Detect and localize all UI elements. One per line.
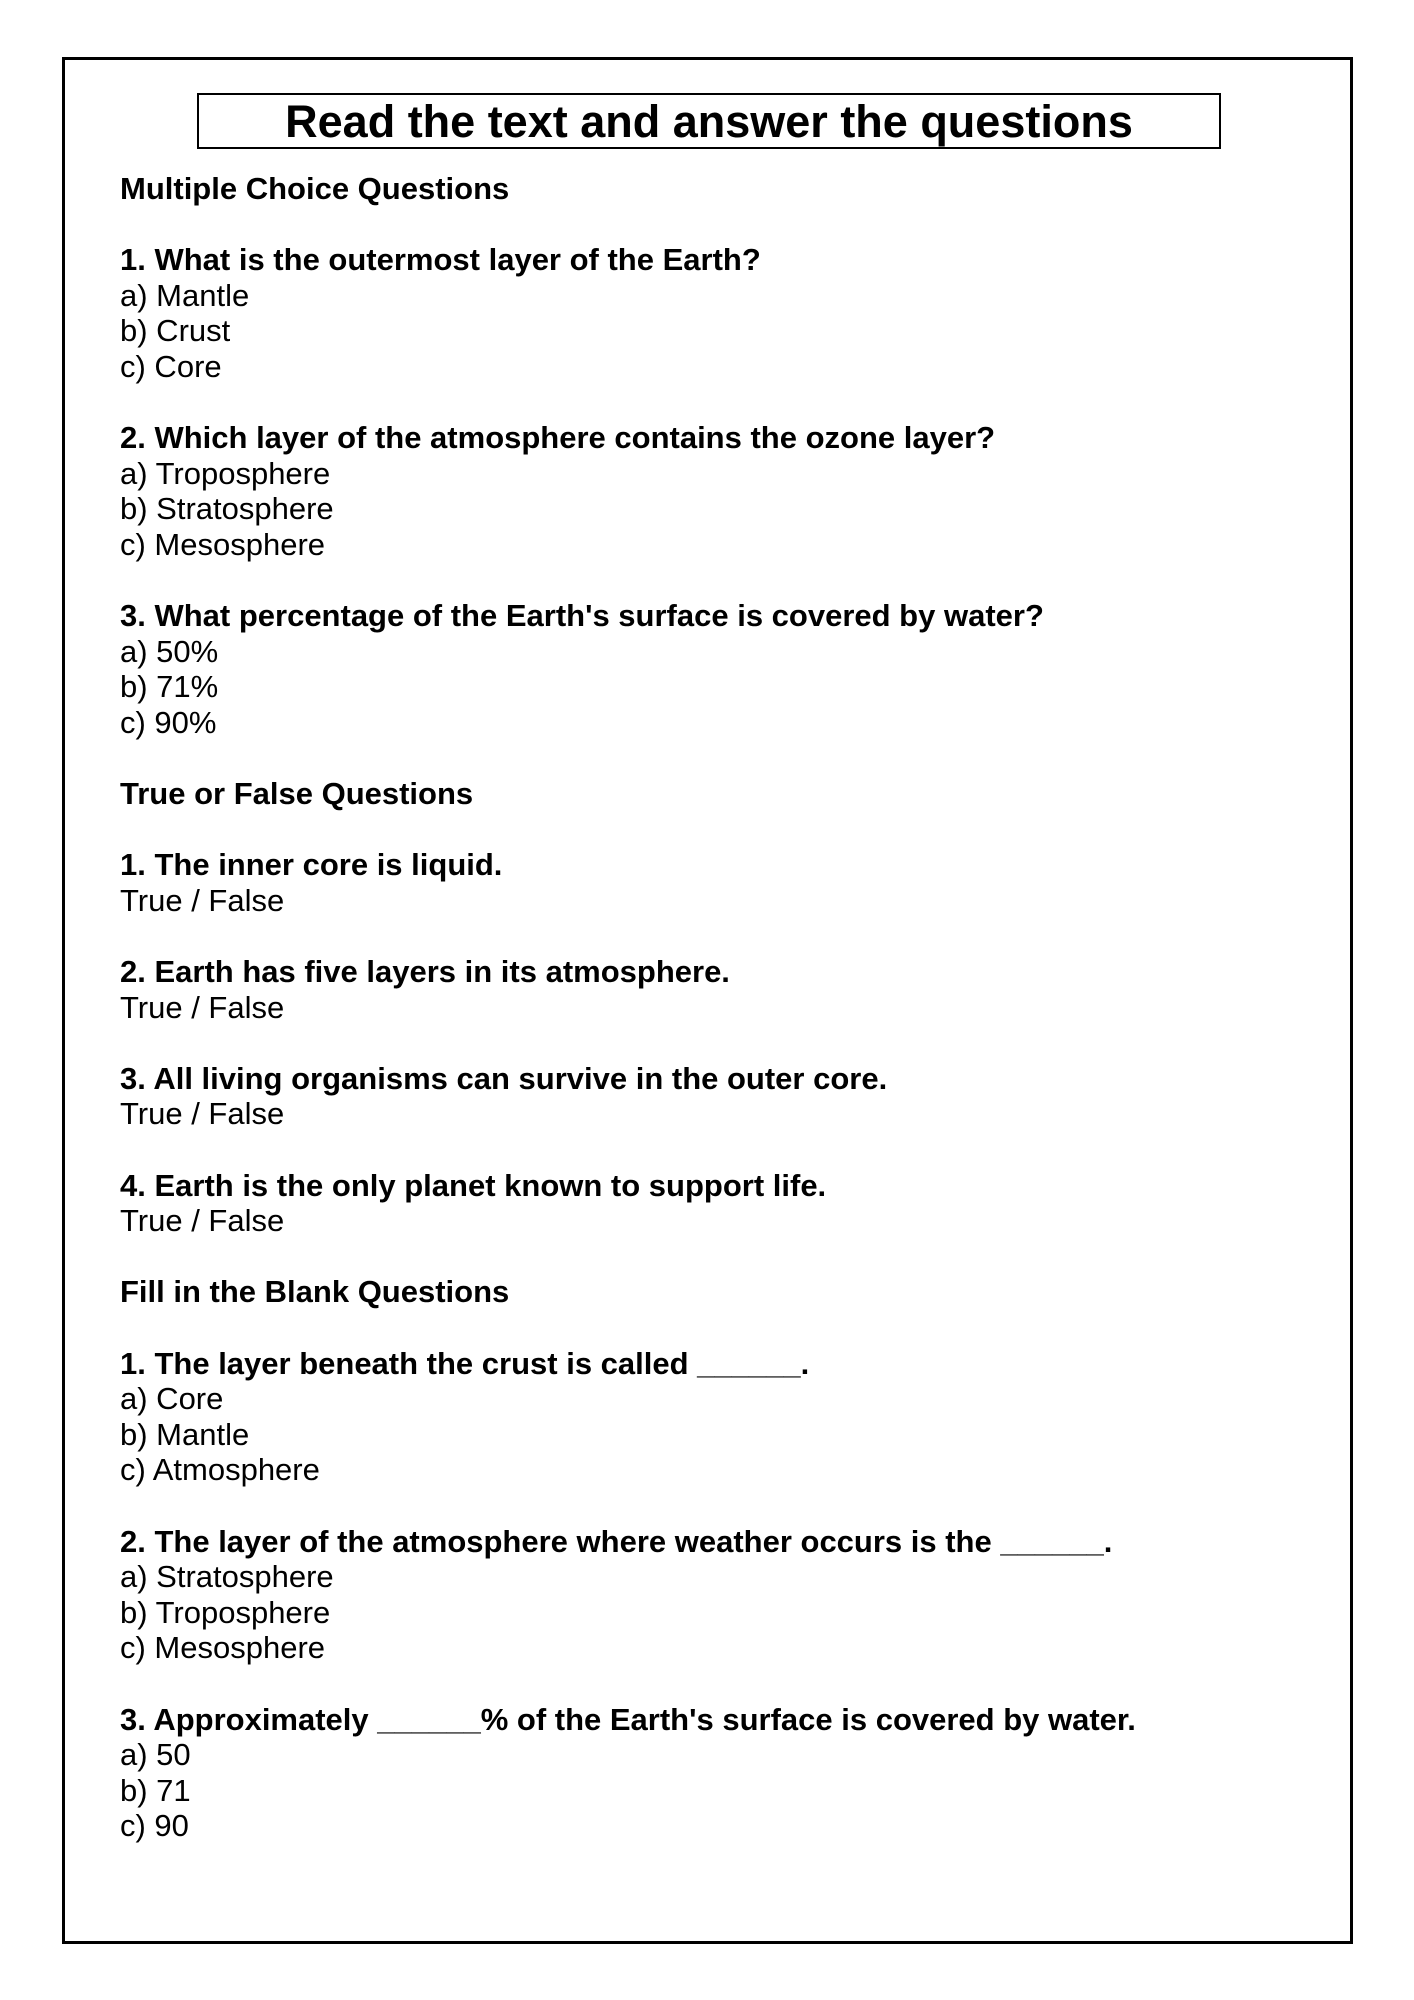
option-b: b) 71% <box>120 669 219 705</box>
question-text: 2. Earth has five layers in its atmosphere. <box>120 954 730 990</box>
question-text: 2. The layer of the atmosphere where weather occurs is the ______. <box>120 1523 1113 1559</box>
tf-question-3 <box>120 1061 1300 1132</box>
section-heading-fill-in-blank: Fill in the Blank Questions <box>120 1274 510 1310</box>
true-false-choices: True / False <box>120 882 285 918</box>
true-false-choices: True / False <box>120 1203 285 1239</box>
tf-question-2 <box>120 954 1300 1025</box>
option-b: b) Crust <box>120 313 231 349</box>
page-title: Read the text and answer the questions <box>285 95 1133 147</box>
title-box <box>197 93 1221 149</box>
option-c: c) Mesosphere <box>120 1630 326 1666</box>
option-a: a) Mantle <box>120 277 250 313</box>
option-c: c) 90% <box>120 704 217 740</box>
true-false-choices: True / False <box>120 1096 285 1132</box>
section-heading-multiple-choice: Multiple Choice Questions <box>120 171 510 206</box>
question-text: 3. All living organisms can survive in the outer core. <box>120 1060 888 1096</box>
question-text: 2. Which layer of the atmosphere contains the ozone layer? <box>120 420 996 456</box>
question-text: 4. Earth is the only planet known to support life. <box>120 1167 827 1203</box>
question-text: 3. What percentage of the Earth's surface is covered by water? <box>120 598 1044 634</box>
option-a: a) 50% <box>120 633 219 669</box>
question-text: 3. Approximately ______% of the Earth's surface is covered by water. <box>120 1701 1136 1737</box>
fill-question-3 <box>120 1702 1300 1844</box>
section-heading-true-false: True or False Questions <box>120 776 474 812</box>
question-text: 1. The layer beneath the crust is called ______. <box>120 1345 810 1381</box>
option-a: a) Stratosphere <box>120 1559 334 1595</box>
mcq-question-2 <box>120 420 1300 562</box>
tf-question-4 <box>120 1168 1300 1239</box>
fill-question-2 <box>120 1524 1300 1666</box>
option-a: a) Troposphere <box>120 455 331 491</box>
tf-question-1 <box>120 847 1300 918</box>
question-text: 1. The inner core is liquid. <box>120 847 503 883</box>
option-a: a) Core <box>120 1381 224 1417</box>
option-c: c) 90 <box>120 1808 189 1844</box>
mcq-question-1 <box>120 242 1300 384</box>
option-c: c) Atmosphere <box>120 1452 320 1488</box>
fill-question-1 <box>120 1346 1300 1488</box>
true-false-choices: True / False <box>120 989 285 1025</box>
worksheet-content <box>120 171 1300 1844</box>
option-b: b) Troposphere <box>120 1594 331 1630</box>
option-c: c) Mesosphere <box>120 526 326 562</box>
mcq-question-3 <box>120 598 1300 740</box>
option-b: b) Mantle <box>120 1416 250 1452</box>
option-b: b) 71 <box>120 1772 191 1808</box>
question-text: 1. What is the outermost layer of the Earth? <box>120 242 761 278</box>
option-b: b) Stratosphere <box>120 491 334 527</box>
option-c: c) Core <box>120 348 222 384</box>
option-a: a) 50 <box>120 1737 191 1773</box>
